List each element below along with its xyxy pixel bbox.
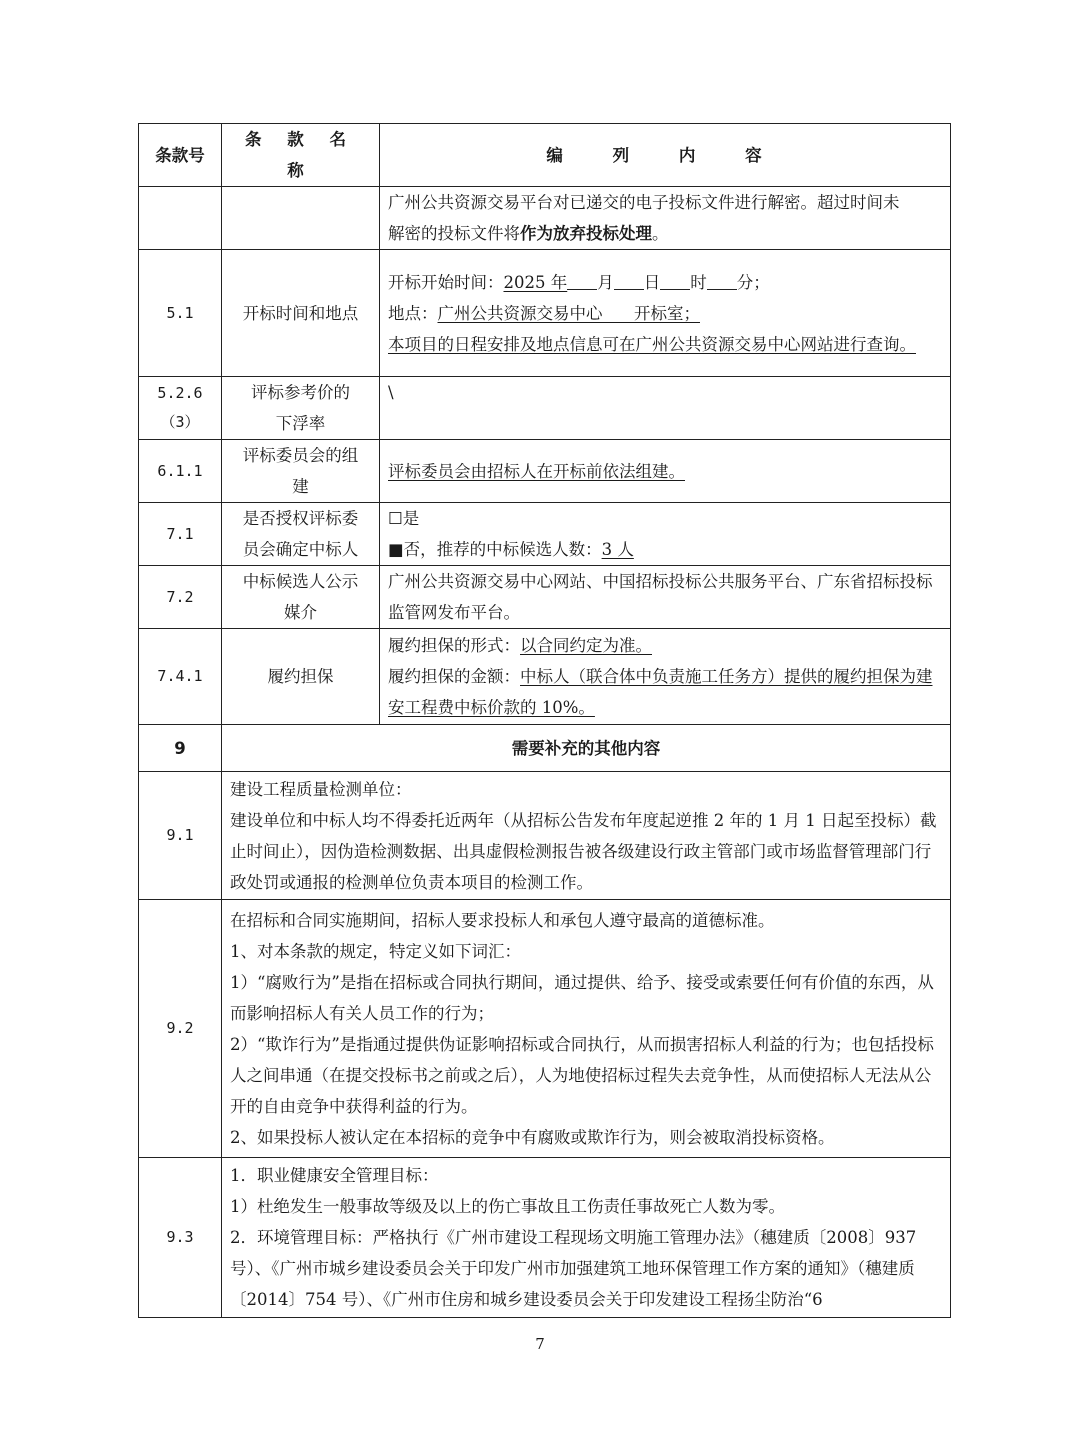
row-content: 1．职业健康安全管理目标： 1）杜绝发生一般事故等级及以上的伤亡事故且工伤责任事故死亡人数为零。 2．环境管理目标：严格执行《广州市建设工程现场文明施工管理办法》（穗建质〔2008〕937 号）、《广州市城乡建设委员会关于印发广州市加强建筑工地环保管理工作方案的通知》（穗建质〔2014〕754 号）、《广州市住房和城乡建设委员会关于印发建设工程扬尘防治“6 (222, 1158, 951, 1318)
clause-number: 9.1 (139, 772, 222, 900)
row-content: 广州公共资源交易平台对已递交的电子投标文件进行解密。超过时间未 解密的投标文件将作为放弃投标处理。 (380, 187, 951, 250)
table-row (139, 566, 951, 629)
table-row (139, 629, 951, 725)
clause-number: 9.3 (139, 1158, 222, 1318)
option-yes: ☐是 (388, 509, 420, 528)
clause-number: 7.2 (139, 566, 222, 629)
clause-number: 6.1.1 (139, 440, 222, 503)
clause-name: 是否授权评标委 员会确定中标人 (222, 503, 380, 566)
section-row (139, 725, 951, 772)
header-clause-number: 条款号 (139, 124, 222, 187)
clause-number: 7.4.1 (139, 629, 222, 725)
option-no: ■否，推荐的中标候选人数：3 人 (388, 540, 634, 559)
row-content (380, 503, 951, 566)
clause-table (138, 123, 951, 1318)
table-row (139, 440, 951, 503)
table-row (139, 900, 951, 1158)
row-content: 评标委员会由招标人在开标前依法组建。 (380, 440, 951, 503)
clause-name: 评标参考价的 下浮率 (222, 377, 380, 440)
row-content: 建设工程质量检测单位： 建设单位和中标人均不得委托近两年（从招标公告发布年度起逆推 2 年的 1 月 1 日起至投标）截止时间止），因伪造检测数据、出具虚假检测报告被各级建设行政主管部门或市场监督管理部门行政处罚或通报的检测单位负责本项目的检测工作。 (222, 772, 951, 900)
clause-name: 中标候选人公示 媒介 (222, 566, 380, 629)
page-number: 7 (535, 1335, 545, 1353)
clause-number: 5.1 (139, 250, 222, 377)
clause-number: 5.2.6 （3） (139, 377, 222, 440)
row-content: 履约担保的形式：以合同约定为准。 履约担保的金额：中标人（联合体中负责施工任务方）提供的履约担保为建安工程费中标价款的 10%。 (380, 629, 951, 725)
section-title: 需要补充的其他内容 (222, 725, 951, 772)
clause-name: 开标时间和地点 (222, 250, 380, 377)
table-row (139, 377, 951, 440)
header-clause-name: 条 款 名 称 (222, 124, 380, 187)
row-content: 在招标和合同实施期间，招标人要求投标人和承包人遵守最高的道德标准。 1、对本条款的规定，特定义如下词汇： 1）“腐败行为”是指在招标或合同执行期间，通过提供、给予、接受或索要任何有价值的东西，从而影响招标人有关人员工作的行为； 2）“欺诈行为”是指通过提供伪证影响招标或合同执行，从而损害招标人利益的行为；也包括投标人之间串通（在提交投标书之前或之后），人为地使招标过程失去竞争性，从而使招标人无法从公开的自由竞争中获得利益的行为。 2、如果投标人被认定在本招标的竞争中有腐败或欺诈行为，则会被取消投标资格。 (222, 900, 951, 1158)
table-row (139, 772, 951, 900)
table-row (139, 503, 951, 566)
table-row (139, 187, 951, 250)
table-header-row (139, 124, 951, 187)
row-content: 广州公共资源交易中心网站、中国招标投标公共服务平台、广东省招标投标监管网发布平台。 (380, 566, 951, 629)
row-content: 开标开始时间：2025 年 月 日 时 分； 地点：广州公共资源交易中心 开标室； 本项目的日程安排及地点信息可在广州公共资源交易中心网站进行查询。 (380, 250, 951, 377)
clause-number: 9.2 (139, 900, 222, 1158)
table-row (139, 1158, 951, 1318)
header-content: 编 列 内 容 (380, 124, 951, 187)
clause-name: 履约担保 (222, 629, 380, 725)
clause-number: 7.1 (139, 503, 222, 566)
row-content: \ (380, 377, 951, 440)
table-row (139, 250, 951, 377)
clause-name: 评标委员会的组 建 (222, 440, 380, 503)
section-number: 9 (139, 725, 222, 772)
